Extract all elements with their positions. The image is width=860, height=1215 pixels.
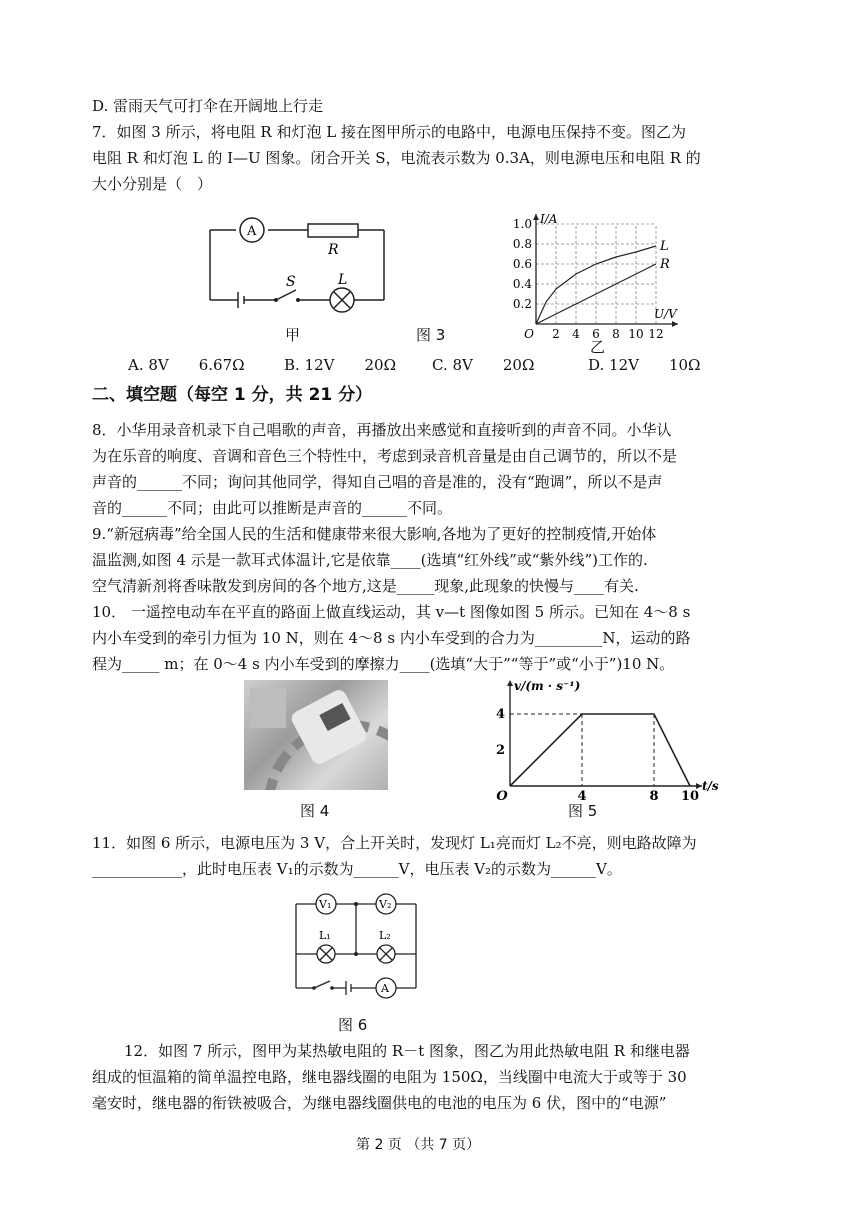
q11-text-1: 11．如图 6 所示，电源电压为 3 V，合上开关时，发现灯 L₁亮而灯 L₂不亮，则电路故障为 bbox=[92, 834, 697, 852]
q7-option-a[interactable]: A. 8V 6.67Ω bbox=[128, 356, 245, 374]
y-tick-label: 0.6 bbox=[512, 257, 532, 271]
q8-text-2: 为在乐音的响度、音调和音色三个特性中，考虑到录音机音量是由自己调节的，所以不是 bbox=[92, 447, 678, 465]
q8-text-4: 音的______不同；由此可以推断是声音的______不同。 bbox=[92, 499, 453, 517]
x-tick-label: 8 bbox=[612, 327, 620, 340]
ammeter-label-fig6: A bbox=[381, 982, 389, 995]
caption-fig3: 图 3 bbox=[416, 326, 446, 344]
x-tick-label: 4 bbox=[577, 789, 587, 802]
y-axis-label: I/A bbox=[540, 212, 558, 226]
fig3-circuit bbox=[200, 214, 400, 334]
series-label-R: R bbox=[660, 257, 670, 272]
caption-fig4: 图 4 bbox=[300, 802, 330, 820]
fig5-vt-chart bbox=[488, 676, 728, 802]
q7-text-2: 电阻 R 和灯泡 L 的 I—U 图象。闭合开关 S，电流表示数为 0.3A，则电源电压和电阻 R 的 bbox=[92, 149, 701, 167]
y-axis-label: v/(m · s⁻¹) bbox=[514, 679, 581, 693]
q12-text-3: 毫安时，继电器的衔铁被吸合，为继电器线圈供电的电池的电压为 6 伏，图中的“电源” bbox=[92, 1094, 667, 1112]
x-tick-label: 6 bbox=[592, 327, 600, 340]
q7-option-b[interactable]: B. 12V 20Ω bbox=[284, 356, 397, 374]
y-tick-label: 0.4 bbox=[512, 277, 532, 291]
series-label-L: L bbox=[660, 239, 669, 254]
y-tick-label: 0.2 bbox=[512, 297, 532, 311]
x-tick-label: 10 bbox=[680, 789, 700, 802]
y-axis-arrow bbox=[507, 680, 513, 686]
q9-text-1: 9.“新冠病毒”给全国人民的生活和健康带来很大影响,各地为了更好的控制疫情,开始体 bbox=[92, 525, 657, 543]
l2-label: L₂ bbox=[379, 929, 391, 942]
x-tick-label: 10 bbox=[628, 327, 644, 340]
q9-text-2: 温监测,如图 4 示是一款耳式体温计,它是依靠____(选填“红外线”或“紫外线”)工作的. bbox=[92, 551, 648, 569]
caption-fig5: 图 5 bbox=[568, 802, 598, 820]
y-tick-label: 2 bbox=[495, 743, 505, 758]
fig3-iu-chart bbox=[500, 212, 690, 340]
caption-fig6: 图 6 bbox=[338, 1016, 368, 1034]
x-tick-label: 12 bbox=[648, 327, 664, 340]
y-axis-arrow bbox=[533, 214, 539, 220]
q12-text-1: 12．如图 7 所示，图甲为某热敏电阻的 R－t 图象，图乙为用此热敏电阻 R 和继电器 bbox=[124, 1042, 690, 1060]
q7-text-1: 7．如图 3 所示，将电阻 R 和灯泡 L 接在图甲所示的电路中，电源电压保持不变。图乙为 bbox=[92, 123, 686, 141]
l1-label: L₁ bbox=[319, 929, 331, 942]
q10-text-2: 内小车受到的牵引力恒为 10 N，则在 4～8 s 内小车受到的合力为_________N，运动的路 bbox=[92, 629, 691, 647]
origin-label: O bbox=[496, 789, 508, 802]
q8-text-3: 声音的______不同；询问其他同学，得知自己唱的音是准的，没有“跑调”，所以不是声 bbox=[92, 473, 663, 491]
y-tick-label: 0.8 bbox=[512, 237, 532, 251]
v1-label: V₁ bbox=[319, 898, 332, 911]
y-tick-label: 1.0 bbox=[512, 217, 532, 231]
caption-yi: 乙 bbox=[590, 338, 606, 356]
option-d-line: D. 雷雨天气可打伞在开阔地上行走 bbox=[92, 97, 324, 115]
v2-label: V₂ bbox=[379, 898, 392, 911]
page-footer: 第 2 页 （共 7 页） bbox=[356, 1137, 481, 1153]
x-tick-label: 4 bbox=[572, 327, 580, 340]
q12-text-2: 组成的恒温箱的简单温控电路，继电器线圈的电阻为 150Ω，当线圈中电流大于或等于 30 bbox=[92, 1068, 687, 1086]
origin-label: O bbox=[524, 327, 534, 340]
switch-label: S bbox=[286, 274, 296, 290]
q7-option-c[interactable]: C. 8V 20Ω bbox=[432, 356, 535, 374]
fig4-ear-thermometer-photo bbox=[244, 680, 388, 790]
x-axis-arrow bbox=[672, 321, 678, 327]
x-tick-label: 2 bbox=[552, 327, 560, 340]
series-line bbox=[510, 714, 690, 786]
ammeter-label: A bbox=[247, 224, 257, 239]
y-tick-label: 4 bbox=[495, 707, 505, 722]
q10-text-1: 10． 一遥控电动车在平直的路面上做直线运动，其 v—t 图像如图 5 所示。已知在 4～8 s bbox=[92, 603, 691, 621]
x-axis-label: t/s bbox=[702, 779, 719, 793]
fig6-circuit bbox=[292, 892, 422, 1002]
q7-options bbox=[128, 354, 700, 376]
q9-text-3: 空气清新剂将香味散发到房间的各个地方,这是_____现象,此现象的快慢与____有关. bbox=[92, 577, 639, 595]
q11-text-2: ____________，此时电压表 V₁的示数为______V，电压表 V₂的示数为______V。 bbox=[92, 860, 622, 878]
lamp-label: L bbox=[338, 272, 348, 288]
section-title: 二、填空题（每空 1 分，共 21 分） bbox=[92, 385, 373, 405]
x-axis-label: U/V bbox=[654, 307, 677, 321]
q7-text-3: 大小分别是（ ） bbox=[92, 175, 213, 193]
q10-text-3: 程为_____ m；在 0～4 s 内小车受到的摩擦力____(选填“大于”“等于”或“小于”)10 N。 bbox=[92, 655, 675, 673]
caption-jia: 甲 bbox=[285, 326, 301, 344]
q7-option-d[interactable]: D. 12V 10Ω bbox=[588, 356, 701, 374]
resistor-label: R bbox=[328, 242, 339, 258]
q8-text-1: 8．小华用录音机录下自己唱歌的声音，再播放出来感觉和直接听到的声音不同。小华认 bbox=[92, 421, 672, 439]
x-tick-label: 8 bbox=[649, 789, 659, 802]
